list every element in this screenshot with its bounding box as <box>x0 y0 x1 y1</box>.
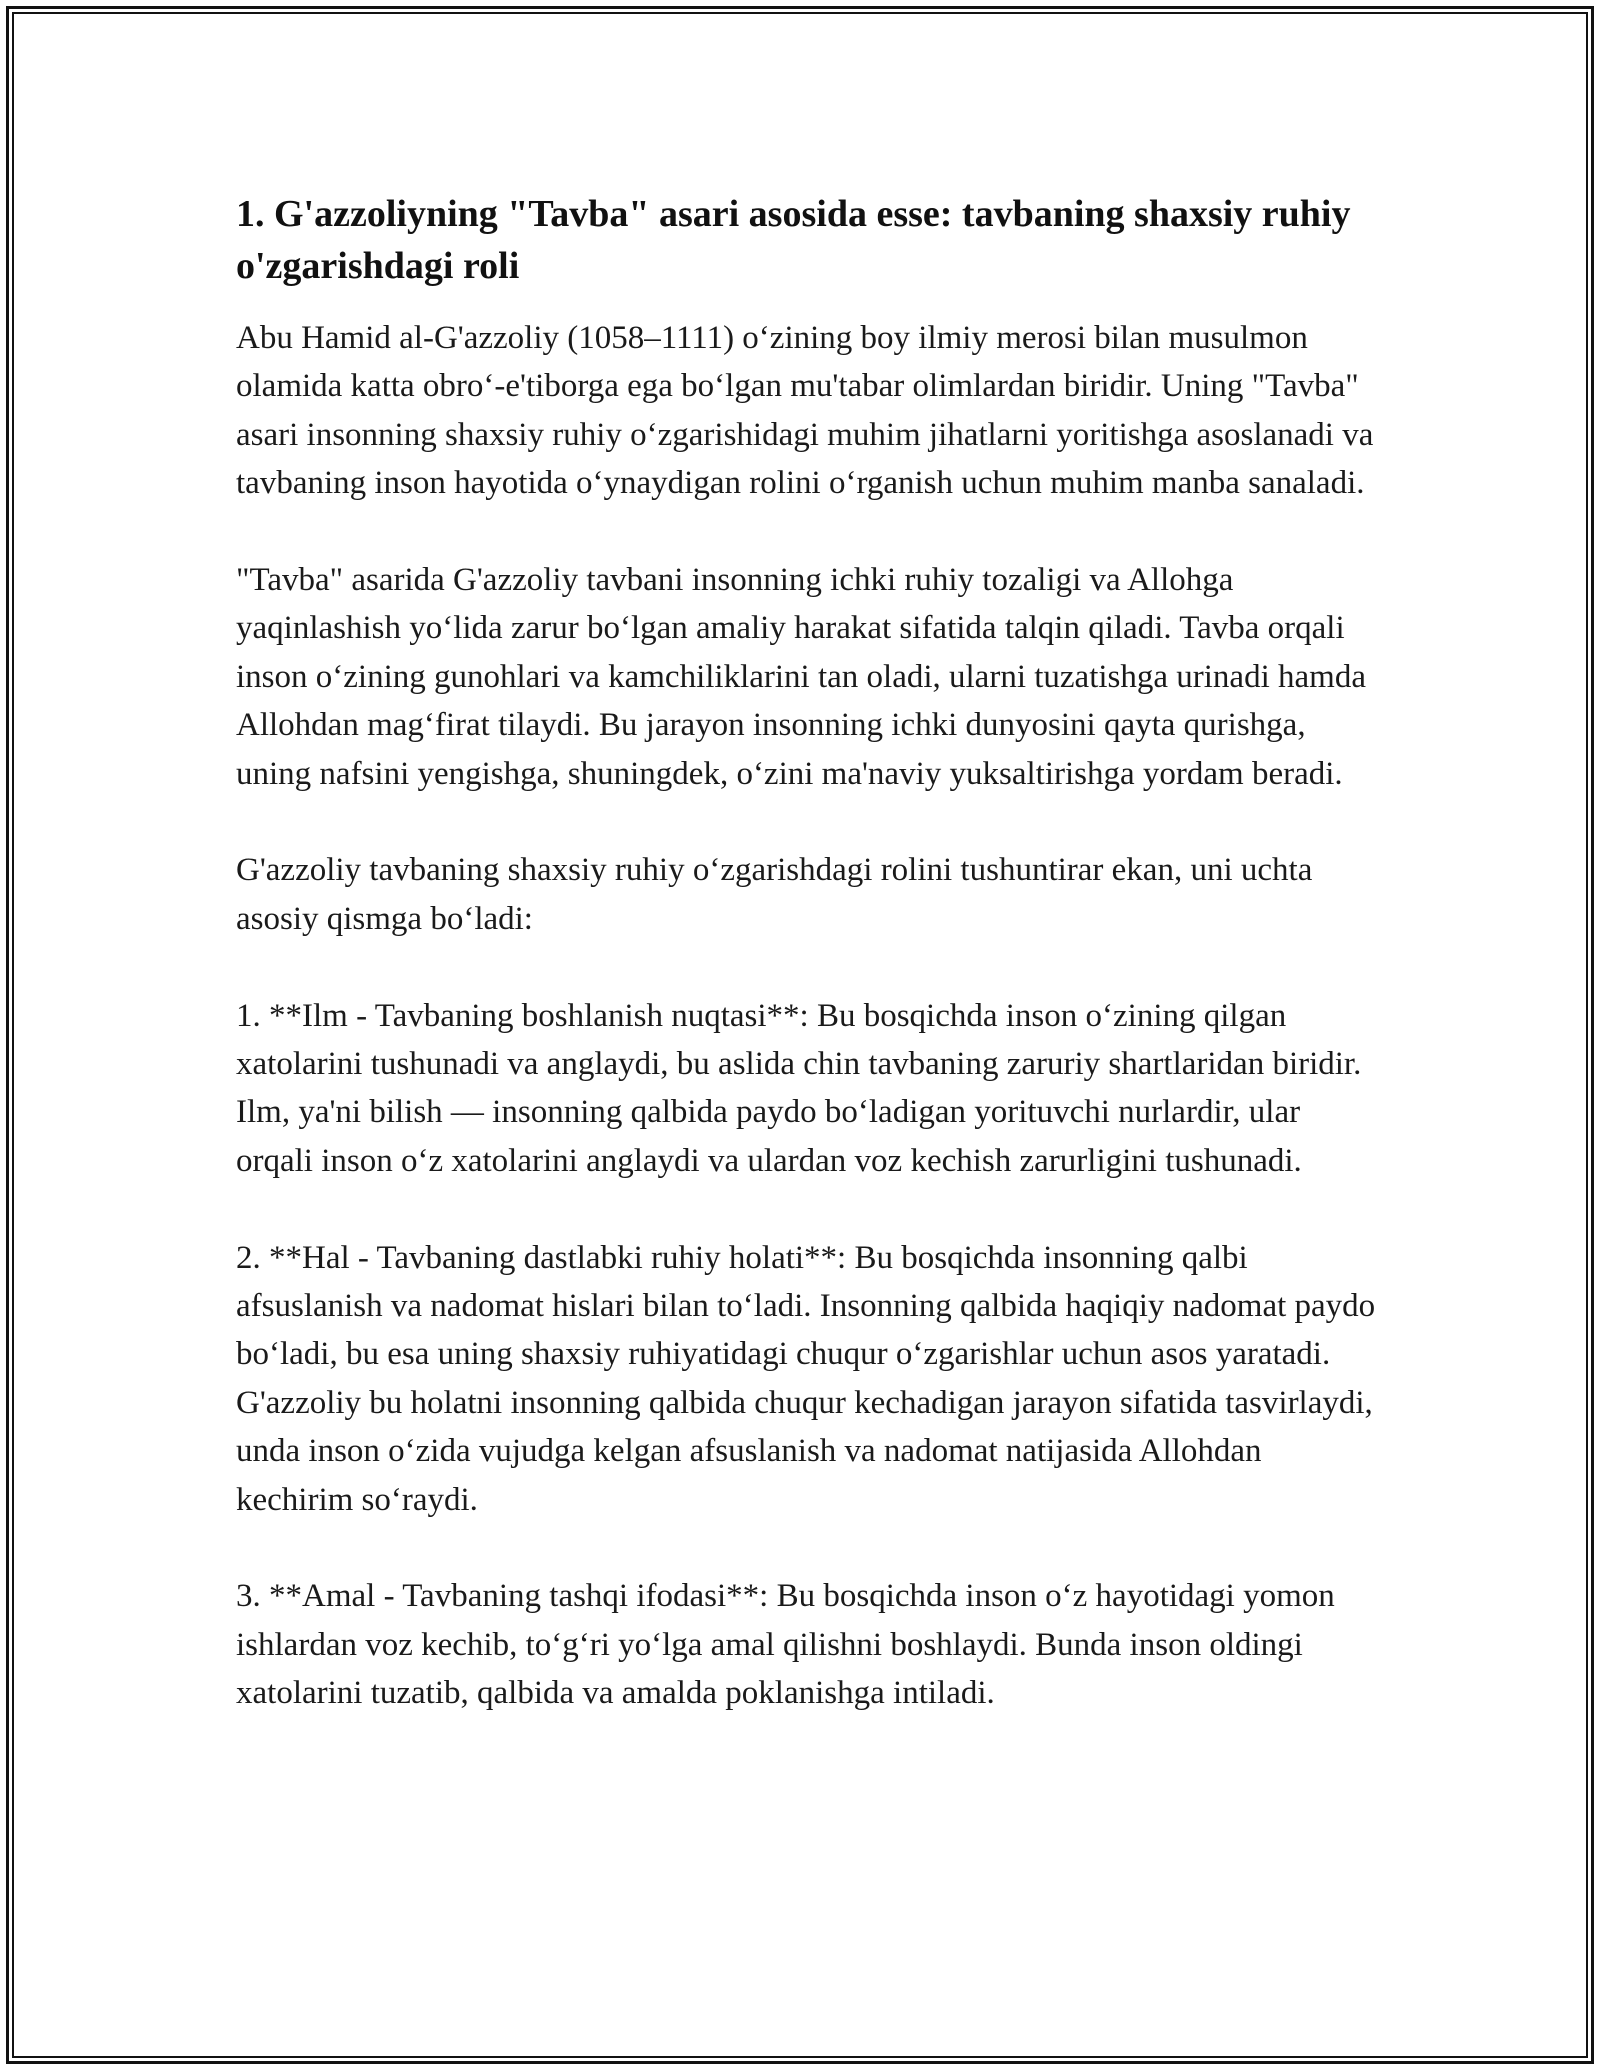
paragraph-amal: 3. **Amal - Tavbaning tashqi ifodasi**: Bu bosqichda inson o‘z hayotidagi yomon ishlardan voz kechib, to‘g‘ri yo‘lga amal qilishni boshlaydi. Bunda inson oldingi xatolarini tuzatib, qalbida va amalda poklanishga intiladi. <box>236 1578 1335 1712</box>
paragraph-tavba-meaning: "Tavba" asarida G'azzoliy tavbani insonning ichki ruhiy tozaligi va Allohga yaqinlashish yo‘lida zarur bo‘lgan amaliy harakat sifatida talqin qiladi. Tavba orqali inson o‘zining gunohlari va kamchiliklarini tan oladi, ularni tuzatishga urinadi hamda Allohdan mag‘firat tilaydi. Bu jarayon insonning ichki dunyosini qayta qurishga, uning nafsini yengishga, shuningdek, o‘zini ma'naviy yuksaltirishga yordam beradi. <box>236 562 1366 792</box>
document-body <box>236 188 1376 1718</box>
paragraph-three-parts: G'azzoliy tavbaning shaxsiy ruhiy o‘zgarishdagi rolini tushuntirar ekan, uni uchta asosiy qismga bo‘ladi: <box>236 852 1313 937</box>
paragraph-ilm: 1. **Ilm - Tavbaning boshlanish nuqtasi**: Bu bosqichda inson o‘zining qilgan xatolarini tushunadi va anglaydi, bu aslida chin tavbaning zaruriy shartlaridan biridir. Ilm, ya'ni bilish — insonning qalbida paydo bo‘ladigan yorituvchi nurlardir, ular orqali inson o‘z xatolarini anglaydi va ulardan voz kechish zarurligini tushunadi. <box>236 997 1362 1179</box>
paragraph-intro: Abu Hamid al-G'azzoliy (1058–1111) o‘zining boy ilmiy merosi bilan musulmon olamida katta obro‘-e'tiborga ega bo‘lgan mu'tabar olimlardan biridir. Uning "Tavba" asari insonning shaxsiy ruhiy o‘zgarishidagi muhim jihatlarni yoritishga asoslanadi va tavbaning inson hayotida o‘ynaydigan rolini o‘rganish uchun muhim manba sanaladi. <box>236 320 1374 502</box>
paragraph-hal: 2. **Hal - Tavbaning dastlabki ruhiy holati**: Bu bosqichda insonning qalbi afsuslanish va nadomat hislari bilan to‘ladi. Insonning qalbida haqiqiy nadomat paydo bo‘ladi, bu esa uning shaxsiy ruhiyatidagi chuqur o‘zgarishlar uchun asos yaratadi. G'azzoliy bu holatni insonning qalbida chuqur kechadigan jarayon sifatida tasvirlaydi, unda inson o‘zida vujudga kelgan afsuslanish va nadomat natijasida Allohdan kechirim so‘raydi. <box>236 1239 1376 1518</box>
document-title: 1. G'azzoliyning "Tavba" asari asosida esse: tavbaning shaxsiy ruhiy o'zgarishdagi roli <box>236 193 1351 287</box>
